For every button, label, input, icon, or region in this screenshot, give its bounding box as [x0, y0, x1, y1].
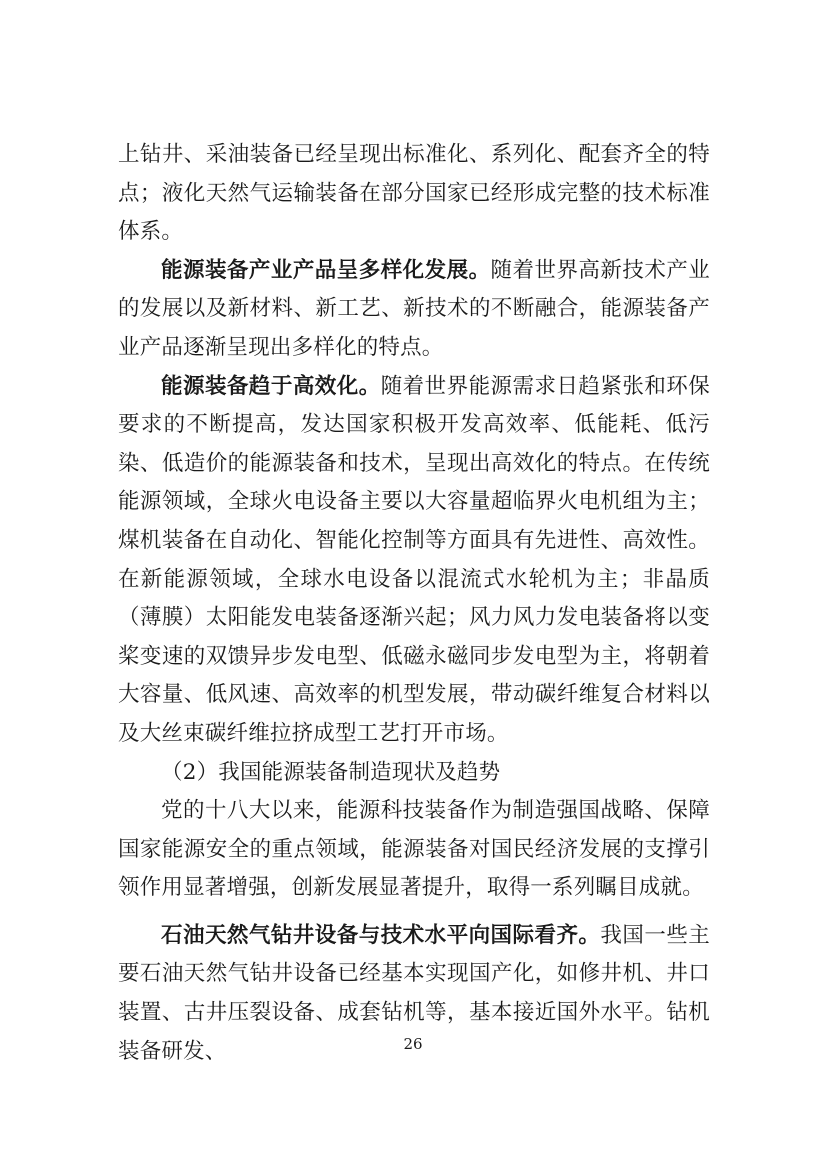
document-body: [118, 136, 710, 1071]
paragraph-5: 党的十八大以来，能源科技装备作为制造强国战略、保障国家能源安全的重点领域，能源装备对国民经济发展的支撑引领作用显著增强，创新发展显著提升，取得一系列瞩目成就。: [118, 798, 710, 901]
page-number: 26: [403, 1035, 423, 1053]
paragraph-2-text: 随着世界高新技术产业的发展以及新材料、新工艺、新技术的不断融合，能源装备产业产品逐渐呈现出多样化的特点。: [118, 257, 710, 360]
paragraph-3: [118, 368, 710, 754]
paragraph-3-lead: 能源装备趋于高效化。: [161, 373, 381, 399]
paragraph-3-text: 随着世界能源需求日趋紧张和环保要求的不断提高，发达国家积极开发高效率、低能耗、低污染、低造价的能源装备和技术，呈现出高效化的特点。在传统能源领域，全球火电设备主要以大容量超临界火电机组为主；煤机装备在自动化、智能化控制等方面具有先进性、高效性。在新能源领域，全球水电设备以混流式水轮机为主；非晶质（薄膜）太阳能发电装备逐渐兴起；风力风力发电装备将以变桨变速的双馈异步发电型、低磁永磁同步发电型为主，将朝着大容量、低风速、高效率的机型发展，带动碳纤维复合材料以及大丝束碳纤维拉挤成型工艺打开市场。: [118, 373, 710, 746]
paragraph-6-text: 我国一些主要石油天然气钻井设备已经基本实现国产化，如修井机、井口装置、古井压裂设备、成套钻机等，基本接近国外水平。钻机装备研发、: [118, 922, 710, 1064]
paragraph-6-lead: 石油天然气钻井设备与技术水平向国际看齐。: [161, 922, 601, 948]
paragraph-4-heading: （2）我国能源装备制造现状及趋势: [161, 759, 501, 785]
paragraph-spacer: [118, 908, 710, 917]
paragraph-1: 上钻井、采油装备已经呈现出标准化、系列化、配套齐全的特点；液化天然气运输装备在部分国家已经形成完整的技术标准体系。: [118, 142, 710, 245]
paragraph-2: [118, 252, 710, 368]
paragraph-2-lead: 能源装备产业产品呈多样化发展。: [161, 257, 491, 283]
